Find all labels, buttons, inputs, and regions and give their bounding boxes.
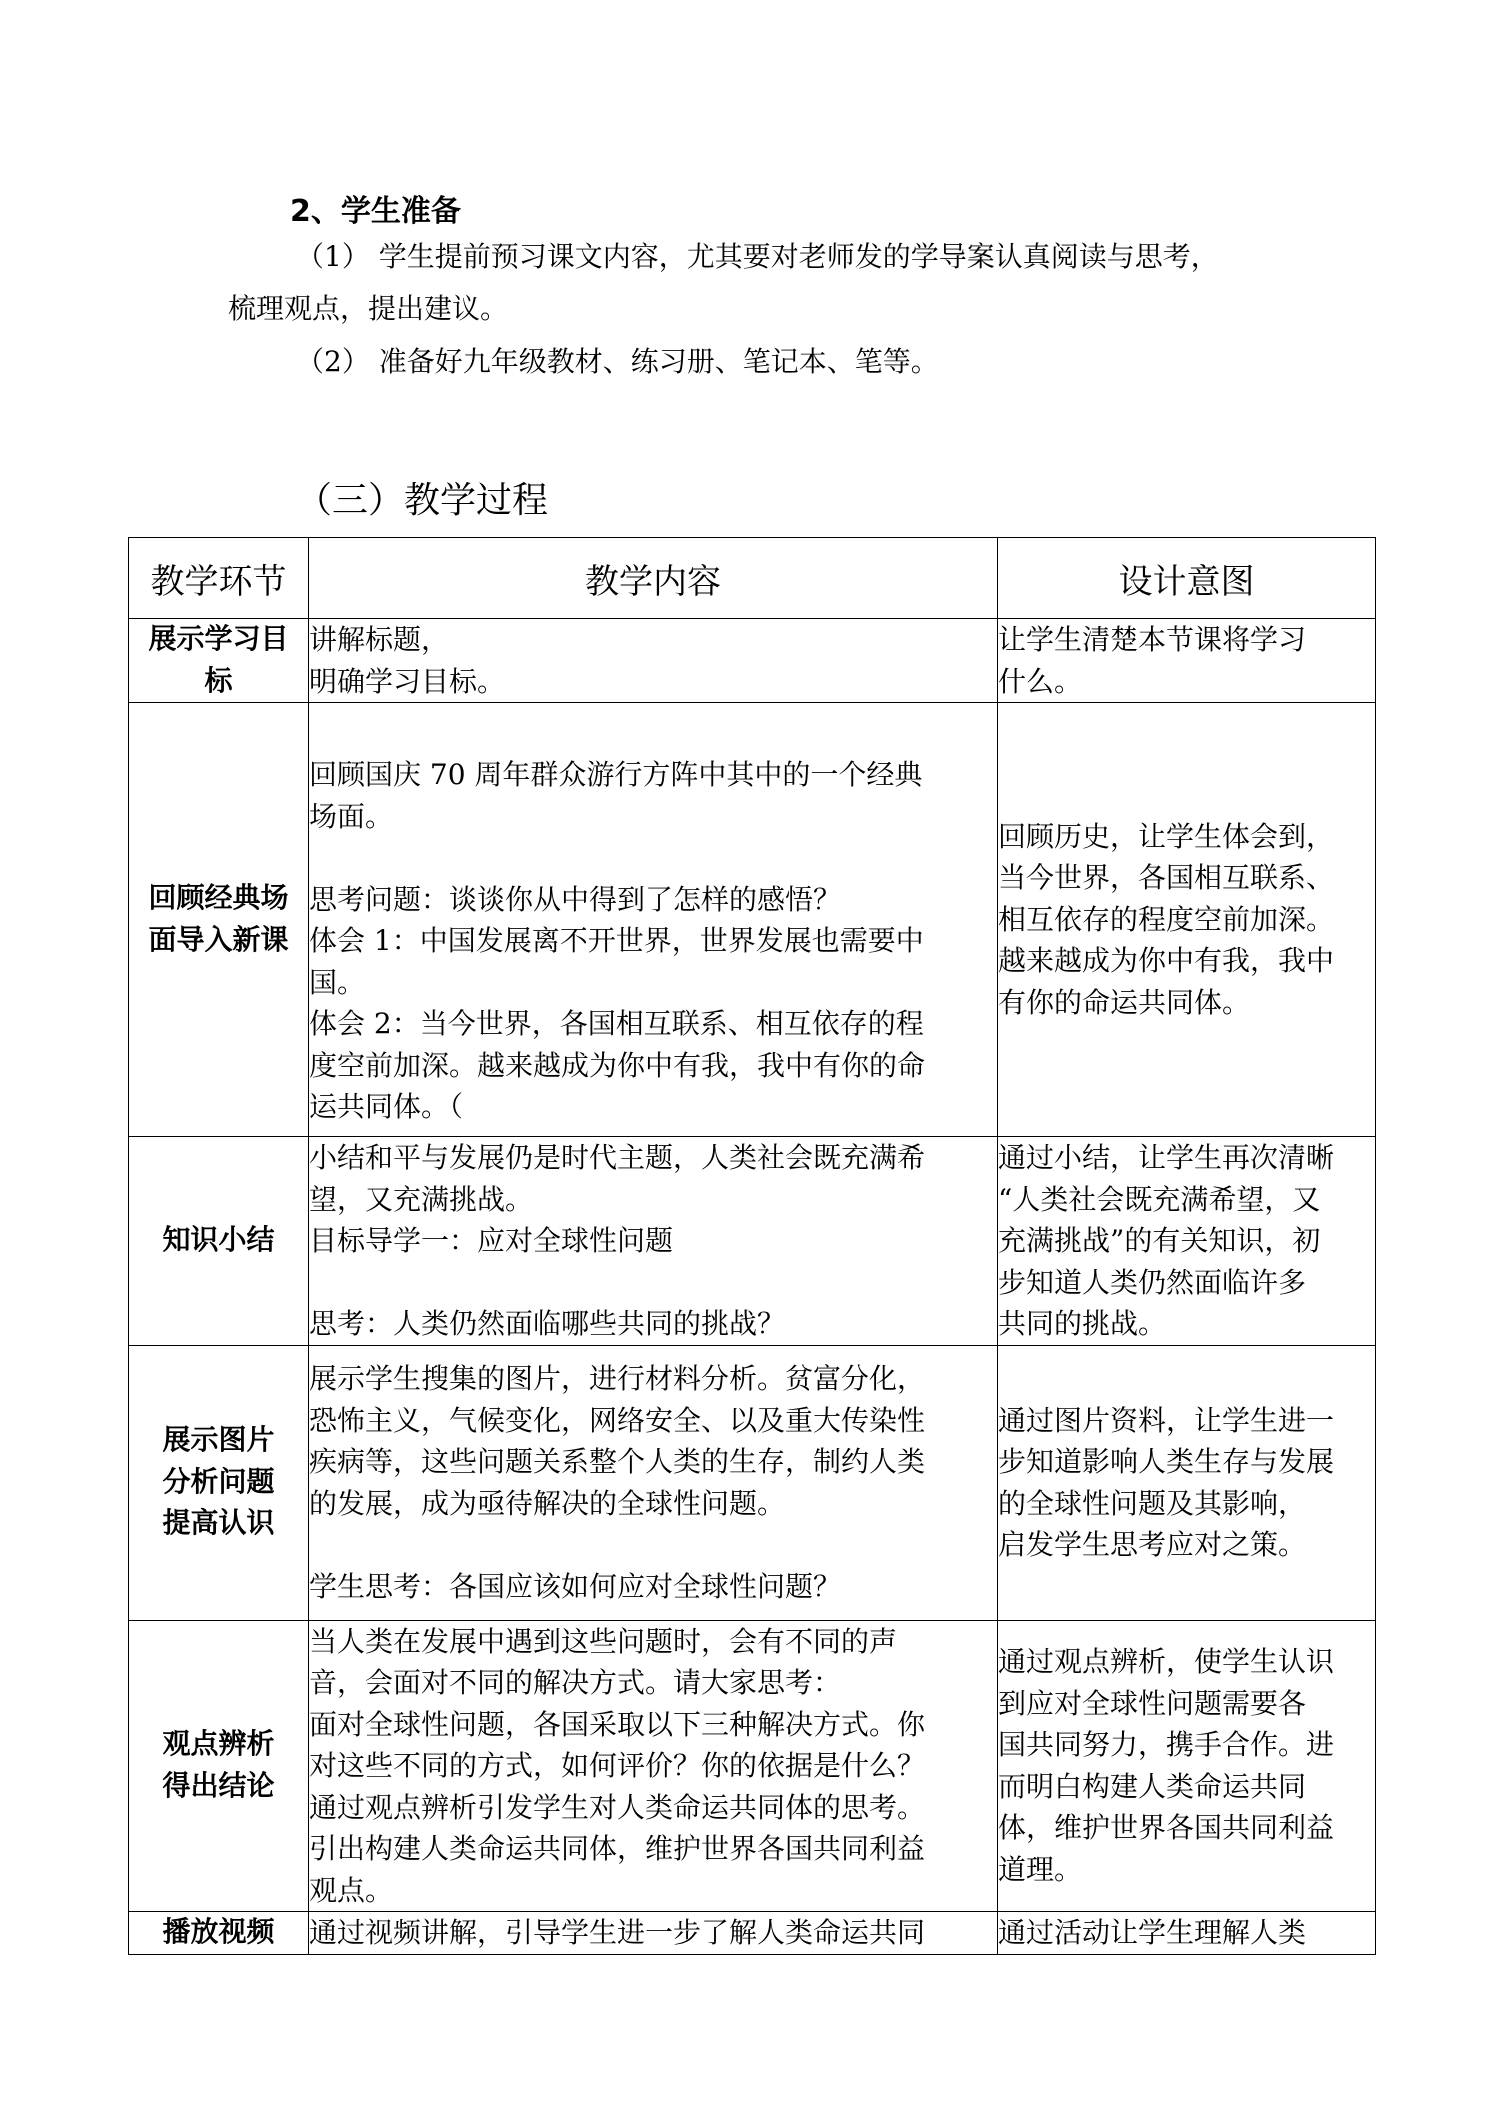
step-text: 面导入新课 <box>148 922 289 956</box>
step-text: 标 <box>204 663 233 697</box>
table-row <box>129 1620 1376 1912</box>
content-cell <box>309 1620 998 1912</box>
step-text: 得出结论 <box>162 1768 275 1802</box>
content-text: 音，会面对不同的解决方式。请大家思考： <box>309 1666 842 1699</box>
content-cell <box>309 703 998 1137</box>
intent-text: 通过图片资料，让学生进一 <box>998 1403 1335 1437</box>
intent-text: 什么。 <box>998 664 1083 698</box>
content-text: 体会 2：当今世界，各国相互联系、相互依存的程 <box>309 1007 924 1041</box>
blank-line <box>309 1524 997 1566</box>
intent-text: 越来越成为你中有我，我中 <box>998 944 1335 978</box>
student-prep-item-1-line-1: （1） 学生提前预习课文内容，尤其要对老师发的学导案认真阅读与思考， <box>296 240 1219 273</box>
intent-cell <box>998 1912 1376 1955</box>
header-step: 教学环节 <box>129 538 309 619</box>
intent-text: 国共同努力，携手合作。进 <box>998 1728 1335 1762</box>
intent-text: 通过小结，让学生再次清晰 <box>998 1141 1335 1174</box>
content-text: 度空前加深。越来越成为你中有我，我中有你的命 <box>309 1048 926 1082</box>
table-row <box>129 1137 1376 1346</box>
content-text: 望，又充满挑战。 <box>309 1182 534 1216</box>
intent-text: “人类社会既充满希望，又 <box>998 1182 1321 1216</box>
intent-cell <box>998 1620 1376 1912</box>
step-text: 回顾经典场 <box>148 881 289 914</box>
content-cell <box>309 619 998 703</box>
step-cell <box>129 619 309 703</box>
intent-cell <box>998 1345 1376 1620</box>
intent-text: 而明白构建人类命运共同 <box>998 1769 1307 1803</box>
table-row <box>129 1345 1376 1620</box>
blank-line <box>309 837 997 879</box>
step-text: 播放视频 <box>162 1915 275 1948</box>
content-text: 面对全球性问题，各国采取以下三种解决方式。你 <box>309 1707 926 1741</box>
content-text: 运共同体。（ <box>309 1090 464 1124</box>
intent-text: 充满挑战”的有关知识，初 <box>998 1224 1321 1257</box>
content-text: 的发展，成为亟待解决的全球性问题。 <box>309 1486 786 1520</box>
content-text: 对这些不同的方式，如何评价？你的依据是什么？ <box>309 1749 926 1782</box>
content-text: 展示学生搜集的图片，进行材料分析。贫富分化， <box>309 1362 926 1395</box>
intent-cell <box>998 619 1376 703</box>
content-text: 思考：人类仍然面临哪些共同的挑战？ <box>309 1307 786 1340</box>
content-text: 恐怖主义，气候变化，网络安全、以及重大传染性 <box>309 1403 926 1437</box>
intent-text: 体，维护世界各国共同利益 <box>998 1811 1335 1845</box>
intent-cell <box>998 1137 1376 1346</box>
content-text: 明确学习目标。 <box>309 664 506 698</box>
student-prep-heading: 2、学生准备 <box>290 194 461 229</box>
step-cell <box>129 1345 309 1620</box>
content-cell <box>309 1912 998 1955</box>
content-text: 当人类在发展中遇到这些问题时，会有不同的声 <box>309 1624 898 1658</box>
content-text: 思考问题：谈谈你从中得到了怎样的感悟？ <box>309 882 842 916</box>
step-cell <box>129 1137 309 1346</box>
intent-text: 回顾历史，让学生体会到， <box>998 819 1335 853</box>
intent-text: 的全球性问题及其影响， <box>998 1486 1307 1520</box>
intent-text: 相互依存的程度空前加深。 <box>998 902 1335 936</box>
step-text: 分析问题 <box>162 1464 275 1498</box>
content-text: 场面。 <box>309 799 394 833</box>
content-text: 引出构建人类命运共同体，维护世界各国共同利益 <box>309 1832 926 1865</box>
content-text: 通过观点辨析引发学生对人类命运共同体的思考。 <box>309 1790 926 1824</box>
intent-text: 到应对全球性问题需要各 <box>998 1686 1307 1720</box>
intent-text: 当今世界，各国相互联系、 <box>998 861 1335 895</box>
content-text: 观点。 <box>309 1873 394 1907</box>
step-text: 展示学习目 <box>148 622 289 655</box>
step-text: 观点辨析 <box>162 1727 275 1761</box>
step-cell <box>129 1912 309 1955</box>
student-prep-item-1-line-2: 梳理观点，提出建议。 <box>228 292 509 325</box>
intent-text: 步知道影响人类生存与发展 <box>998 1445 1335 1478</box>
step-cell <box>129 703 309 1137</box>
step-text: 展示图片 <box>162 1423 275 1457</box>
intent-text: 让学生清楚本节课将学习 <box>998 623 1307 656</box>
teaching-process-table <box>128 537 1376 1955</box>
step-cell <box>129 1620 309 1912</box>
content-text: 国。 <box>309 965 366 999</box>
table-row <box>129 703 1376 1137</box>
table-row <box>129 619 1376 703</box>
intent-text: 道理。 <box>998 1852 1083 1886</box>
header-intent: 设计意图 <box>998 538 1376 619</box>
content-text: 体会 1：中国发展离不开世界，世界发展也需要中 <box>309 924 924 958</box>
content-text: 目标导学一：应对全球性问题 <box>309 1224 674 1257</box>
intent-text: 步知道人类仍然面临许多 <box>998 1265 1307 1299</box>
table-row <box>129 1912 1376 1955</box>
table-header-row <box>129 538 1376 619</box>
content-text: 讲解标题， <box>309 623 450 656</box>
intent-text: 启发学生思考应对之策。 <box>998 1528 1307 1561</box>
intent-text: 通过观点辨析，使学生认识 <box>998 1645 1335 1679</box>
content-cell <box>309 1345 998 1620</box>
content-text: 通过视频讲解，引导学生进一步了解人类命运共同 <box>309 1916 926 1949</box>
step-text: 提高认识 <box>162 1506 275 1540</box>
intent-text: 共同的挑战。 <box>998 1307 1167 1340</box>
intent-text: 通过活动让学生理解人类 <box>998 1916 1307 1949</box>
content-text: 回顾国庆 70 周年群众游行方阵中其中的一个经典 <box>309 758 923 792</box>
content-text: 疾病等，这些问题关系整个人类的生存，制约人类 <box>309 1445 926 1478</box>
header-content: 教学内容 <box>309 538 998 619</box>
step-text: 知识小结 <box>162 1223 275 1256</box>
student-prep-item-2: （2） 准备好九年级教材、练习册、笔记本、笔等。 <box>296 345 939 378</box>
blank-line <box>309 1262 997 1304</box>
teaching-process-heading: （三）教学过程 <box>296 480 549 521</box>
content-cell <box>309 1137 998 1346</box>
intent-text: 有你的命运共同体。 <box>998 985 1251 1019</box>
content-text: 小结和平与发展仍是时代主题，人类社会既充满希 <box>309 1141 926 1174</box>
intent-cell <box>998 703 1376 1137</box>
content-text: 学生思考：各国应该如何应对全球性问题？ <box>309 1569 842 1603</box>
